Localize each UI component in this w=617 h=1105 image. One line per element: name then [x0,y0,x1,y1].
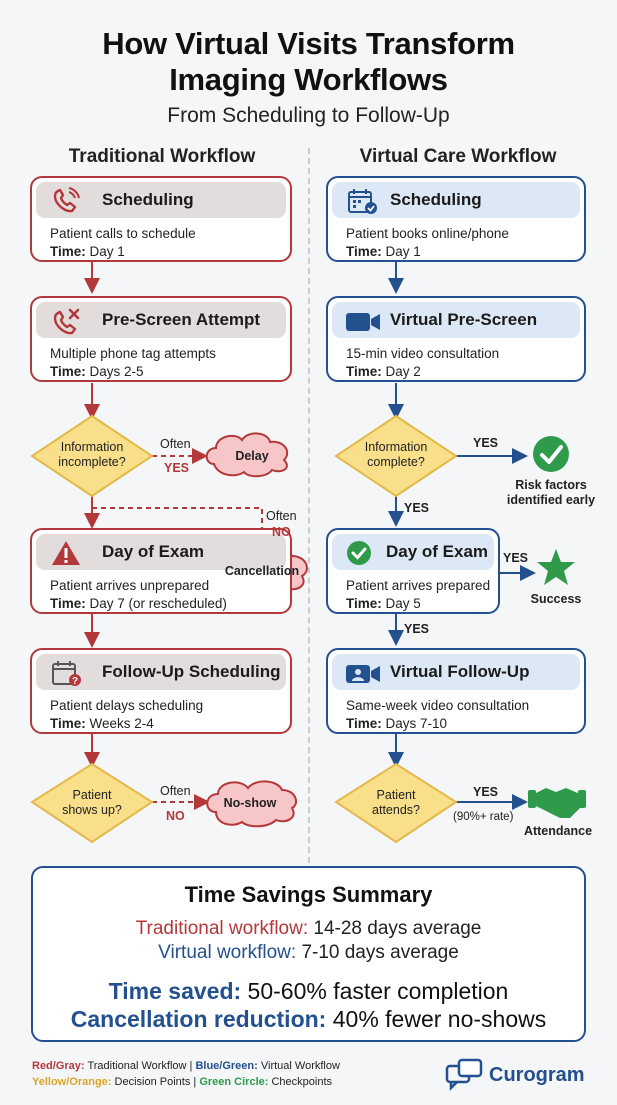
card-description: Same-week video consultation [346,698,530,713]
legend-line-2: Yellow/Orange: Decision Points | Green Circle: Checkpoints [32,1076,333,1088]
brand-name: Curogram [489,1064,585,1086]
delay-label: Delay [235,449,269,463]
legend-line-1: Red/Gray: Traditional Workflow | Blue/Green: Virtual Workflow [32,1060,340,1072]
card-title: Scheduling [390,190,482,209]
decision-text: Information complete? [364,440,428,469]
card-header [36,302,286,338]
virtual-heading: Virtual Care Workflow [359,146,557,167]
card-header [36,654,286,690]
card-title: Day of Exam [102,542,205,561]
often-label: Often [160,784,191,798]
chat-bubbles-icon [445,1058,485,1092]
yes-label: YES [404,501,430,515]
card-time: Time: Weeks 2-4 [50,716,154,731]
yes-label: YES [473,785,499,799]
title-line-1: How Virtual Visits Transform [102,26,515,61]
card-description: Multiple phone tag attempts [50,346,216,361]
card-header [332,654,580,690]
success-label: Success [530,592,582,606]
attendance-label: Attendance [523,824,593,838]
often-label: Often [266,509,297,523]
cancellation-reduction: Cancellation reduction: 40% fewer no-shows [70,1006,547,1032]
calendar-question-icon [50,659,82,687]
card-description: Patient calls to schedule [50,226,196,241]
handshake-icon [528,788,586,818]
calendar-check-icon [346,187,378,215]
no-label: NO [166,809,185,823]
checkpoint-circle [533,436,569,472]
card-time: Time: Day 2 [346,364,421,379]
card-description: Patient arrives prepared [346,578,491,593]
cancellation-label: Cancellation [224,564,300,578]
card-description: Patient delays scheduling [50,698,204,713]
no-label: NO [272,525,291,539]
card-title: Virtual Pre-Screen [390,310,538,329]
card-header [36,182,286,218]
decision-text: Information incomplete? [58,440,126,469]
curogram-logo [445,1058,605,1092]
card-time: Time: Days 7-10 [346,716,448,731]
risk-factors-label: Risk factors identified early [506,478,596,507]
card-time: Time: Day 1 [50,244,125,259]
card-time: Time: Day 7 (or rescheduled) [50,596,227,611]
phone-missed-icon [50,307,82,335]
virtual-exam-card [326,528,500,614]
check-circle-icon [344,539,376,567]
virtual-prescreen-card [326,296,586,382]
summary-title: Time Savings Summary [184,882,433,907]
card-title: Follow-Up Scheduling [102,662,281,681]
success-star [537,549,575,585]
card-time: Time: Day 1 [346,244,421,259]
card-header [332,534,494,570]
phone-icon [50,187,82,215]
time-saved: Time saved: 50-60% faster completion [108,978,509,1004]
card-title: Virtual Follow-Up [390,662,530,681]
card-description: Patient arrives unprepared [50,578,210,593]
video-camera-icon [344,659,382,687]
no-show-label: No-show [223,796,277,810]
yes-label: YES [164,461,190,475]
card-description: Patient books online/phone [346,226,509,241]
video-camera-icon [344,307,382,335]
virtual-summary: Virtual workflow: 7-10 days average [158,942,459,963]
virtual-scheduling-card [326,176,586,262]
traditional-heading: Traditional Workflow [68,146,256,167]
card-title: Pre-Screen Attempt [102,310,261,329]
title-line-2: Imaging Workflows [169,62,448,97]
decision-text: Patient shows up? [62,788,122,817]
traditional-scheduling-card [30,176,292,262]
card-header [332,182,580,218]
yes-label: YES [473,436,499,450]
traditional-prescreen-card [30,296,292,382]
svg-text:?: ? [71,676,79,687]
card-time: Time: Day 5 [346,596,421,611]
virtual-followup-card [326,648,586,734]
traditional-followup-card [30,648,292,734]
card-header [332,302,580,338]
often-label: Often [160,437,191,451]
yes-label: YES [404,622,430,636]
page-subtitle: From Scheduling to Follow-Up [167,104,450,127]
time-savings-summary [31,866,586,1042]
traditional-summary: Traditional workflow: 14-28 days average [135,918,482,939]
card-description: 15-min video consultation [346,346,500,361]
card-title: Scheduling [102,190,194,209]
card-time: Time: Days 2-5 [50,364,144,379]
card-title: Day of Exam [386,542,489,561]
warning-icon [50,539,82,567]
yes-label: YES [503,551,529,565]
rate-label: (90%+ rate) [453,811,514,823]
decision-text: Patient attends? [372,788,420,817]
